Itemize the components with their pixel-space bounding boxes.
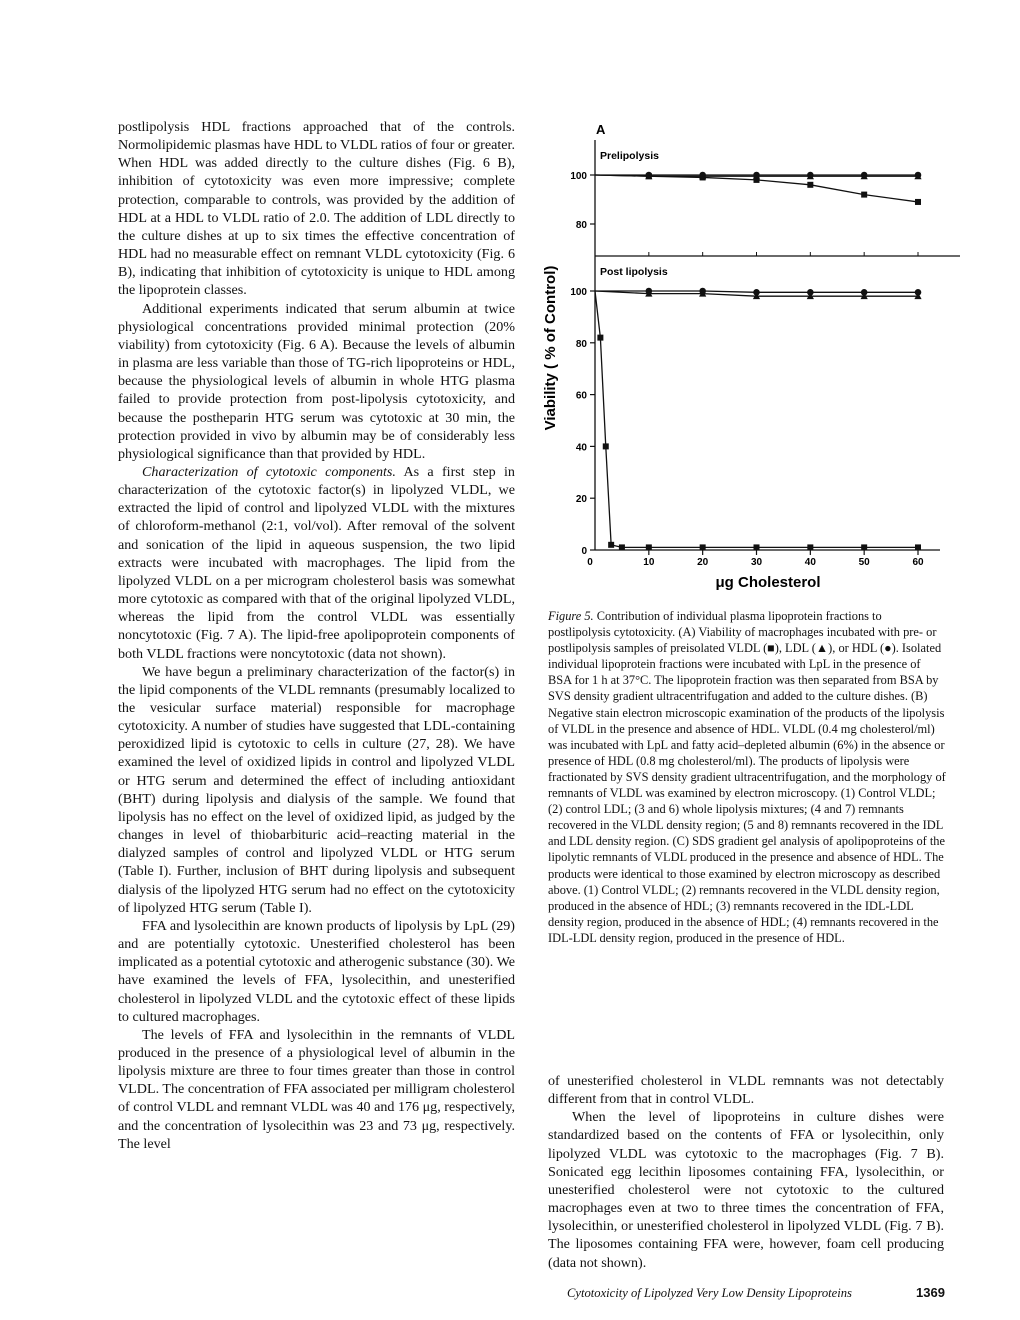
paragraph: We have begun a preliminary characterization of the factor(s) in the lipid components of the VLDL remnants (presumably localized to the vesicular surface material) responsible for macrophage cytotoxicity. A number of studies have suggested that LDL-containing peroxidized lipid is cytotoxic to cells in culture (27, 28). We have examined the level of oxidized lipids in control and lipolyzed VLDL or HTG serum and determined the effect of including antioxidant (BHT) during lipolysis and dialysis of the sample. We found that lipolysis has no effect on the level of oxidized lipid, as judged by the changes in level of thiobarbituric acid–reacting material in the dialyzed samples of control and lipolyzed VLDL or HTG serum (Table I). Further, inclusion of BHT during lipolysis and subsequent dialysis of the lipolyzed HTG serum had no effect on the cytotoxicity of lipolyzed HTG serum (Table I).: [118, 663, 515, 916]
section-heading: Characterization of cytotoxic components.: [142, 463, 396, 480]
data-point-vldl: [807, 182, 813, 188]
caption-label: Figure 5.: [548, 609, 594, 623]
data-point-vldl: [861, 544, 867, 550]
data-point-hdl: [646, 288, 653, 295]
panel-title-prelipolysis: Prelipolysis: [600, 150, 659, 162]
left-column: [118, 118, 515, 1153]
paragraph: [118, 463, 515, 663]
x-tick-label: 30: [750, 557, 763, 568]
data-point-hdl: [915, 289, 922, 296]
running-title: Cytotoxicity of Lipolyzed Very Low Density Lipoproteins: [567, 1286, 852, 1300]
y-tick-label: 80: [575, 338, 587, 350]
x-tick-label: 10: [643, 557, 655, 568]
x-tick-label: 50: [858, 557, 870, 568]
y-axis-label: Viability ( % of Control): [542, 265, 559, 431]
data-point-hdl: [699, 172, 706, 179]
data-point-vldl: [603, 443, 609, 449]
page-number: 1369: [916, 1285, 945, 1300]
y-tick-label: 40: [575, 442, 587, 454]
panel-title-postlipolysis: Post lipolysis: [600, 266, 668, 278]
data-point-vldl: [861, 192, 867, 198]
data-point-vldl: [619, 544, 625, 550]
y-tick-label: 20: [575, 494, 587, 506]
data-point-vldl: [646, 544, 652, 550]
figure-5-chart: [520, 118, 960, 598]
paragraph: Additional experiments indicated that serum albumin at twice physiological concentrations provided minimal protection (20% viability) from cytotoxicity (Fig. 6 A). Because the levels of albumin in plasma are less variable than those of TG-rich lipoproteins or HDL, because the physiological levels of albumin in whole HTG plasma failed to provide protection from post-lipolysis cytotoxicity, and because the postheparin HTG serum was cytotoxic at 30 min, the protection provided in vivo by albumin may be of considerably less physiological significance than that provided by HDL.: [118, 300, 515, 462]
data-point-vldl: [915, 199, 921, 205]
figure-5: [520, 118, 960, 598]
data-point-vldl: [608, 542, 614, 548]
data-point-hdl: [646, 172, 653, 179]
data-point-hdl: [699, 288, 706, 295]
data-point-hdl: [753, 289, 760, 296]
data-point-vldl: [915, 544, 921, 550]
panel-label: A: [596, 122, 606, 137]
y-tick-label: 60: [575, 390, 587, 402]
figure-caption: [548, 608, 946, 946]
data-point-vldl: [700, 544, 706, 550]
right-column: [548, 1072, 944, 1272]
data-point-vldl: [807, 544, 813, 550]
x-tick-label: 60: [912, 557, 924, 568]
paragraph: When the level of lipoproteins in culture dishes were standardized based on the contents of FFA or lysolecithin, only lipolyzed VLDL was cytotoxic to the macrophages (Fig. 7 B). Sonicated egg lecithin liposomes containing FFA, lysolecithin, or unesterified cholesterol were not cytotoxic to the cultured macrophages even at two to three times the concentration of FFA, lysolecithin, or unesterified cholesterol in lipolyzed VLDL (Fig. 7 B). The liposomes containing FFA were, however, foam cell producing (data not shown).: [548, 1109, 944, 1271]
paragraph: postlipolysis HDL fractions approached that of the controls. Normolipidemic plasmas have HDL to VLDL ratios of four or greater. When HDL was added directly to the culture dishes (Fig. 6 B), inhibition of cytotoxicity was even more impressive; complete protection, comparable to controls, was provided by the addition of HDL at a HDL to VLDL ratio of 2.0. The addition of LDL directly to the culture dishes at up to six times the effective concentration of HDL had no measurable effect on remnant VLDL cytotoxicity (Fig. 6 B), indicating that inhibition of cytotoxicity is unique to HDL among the lipoprotein classes.: [118, 119, 515, 299]
x-tick-label: 20: [697, 557, 709, 568]
y-tick-label: 100: [570, 171, 587, 182]
data-point-hdl: [807, 172, 814, 179]
data-point-hdl: [861, 289, 868, 296]
data-point-hdl: [807, 289, 814, 296]
data-point-hdl: [861, 172, 868, 179]
y-tick-label: 100: [570, 287, 587, 298]
series-line-vldl: [595, 291, 918, 547]
y-tick-label: 0: [581, 546, 587, 557]
x-tick-label: 0: [587, 557, 593, 568]
x-axis-label: μg Cholesterol: [715, 574, 821, 591]
data-point-hdl: [915, 172, 922, 179]
data-point-vldl: [754, 544, 760, 550]
data-point-vldl: [597, 335, 603, 341]
paragraph: of unesterified cholesterol in VLDL remnants was not detectably different from that in control VLDL.: [548, 1073, 944, 1108]
caption-text: Contribution of individual plasma lipoprotein fractions to postlipolysis cytotoxicity. (A) Viability of macrophages incubated with pre- or postlipolysis samples of preisolated VLDL (■), LDL (▲), or HDL (●). Isolated individual lipoprotein fractions were incubated with LpL in the presence of BSA for 1 h at 37°C. The lipoprotein fraction was then separated from BSA by SVS density gradient ultracentrifugation and added to the culture dishes. (B) Negative stain electron microscopic examination of the products of the lipolysis of VLDL in the presence and absence of HDL. VLDL (0.4 mg cholesterol/ml) was incubated with LpL and fatty acid–depleted albumin (6%) in the absence or presence of HDL (0.8 mg cholesterol/ml). The products of lipolysis were fractionated by SVS density gradient ultracentrifugation, and the morphology of remnants of VLDL was examined by electron microscopy. (1) Control VLDL; (2) control LDL; (3 and 6) whole lipolysis mixtures; (4 and 7) remnants recovered in the VLDL density region; (5 and 8) remnants recovered in the IDL and LDL density region. (C) SDS gradient gel analysis of apolipoproteins of the lipolytic remnants of VLDL produced in the presence and absence of HDL. The products were identical to those examined by electron microscopy as described above. (1) Control VLDL; (2) remnants recovered in the VLDL density region, produced in the absence of HDL; (3) remnants recovered in the IDL-LDL density region, produced in the absence of HDL; (4) remnants recovered in the IDL-LDL density region, produced in the presence of HDL.: [548, 609, 946, 945]
data-point-hdl: [753, 172, 760, 179]
paragraph-text: As a first step in characterization of the cytotoxic factor(s) in lipolyzed VLDL, we extracted the lipid of control and lipolyzed VLDL with the mixtures of chloroform-methanol (2:1, vol/vol). After removal of the solvent and sonication of the lipid in aqueous suspension, the two lipid extracts were incubated with macrophages. The lipid from the lipolyzed VLDL on a per microgram cholesterol basis was somewhat more cytotoxic as compared with that of the original lipolyzed VLDL, whereas the lipid from the control VLDL was essentially noncytotoxic (Fig. 7 A). The lipid-free apolipoprotein components of both VLDL fractions were noncytotoxic (data not shown).: [118, 463, 515, 662]
x-tick-label: 40: [804, 557, 816, 568]
paragraph: The levels of FFA and lysolecithin in the remnants of VLDL produced in the presence of a physiological level of albumin in the lipolysis mixture are three to four times greater than those in control VLDL. The concentration of FFA associated per milligram cholesterol of control VLDL and remnant VLDL was 40 and 176 μg, respectively, and the concentration of lysolecithin was 23 and 73 μg, respectively. The level: [118, 1026, 515, 1152]
y-tick-label: 80: [575, 220, 587, 231]
paragraph: FFA and lysolecithin are known products of lipolysis by LpL (29) and are potentially cytotoxic. Unesterified cholesterol has been implicated as a potential cytotoxic and atherogenic substance (30). We have examined the levels of FFA, lysolecithin, and unesterified cholesterol in lipolyzed VLDL and the cytotoxic effect of these lipids to cultured macrophages.: [118, 917, 516, 1025]
